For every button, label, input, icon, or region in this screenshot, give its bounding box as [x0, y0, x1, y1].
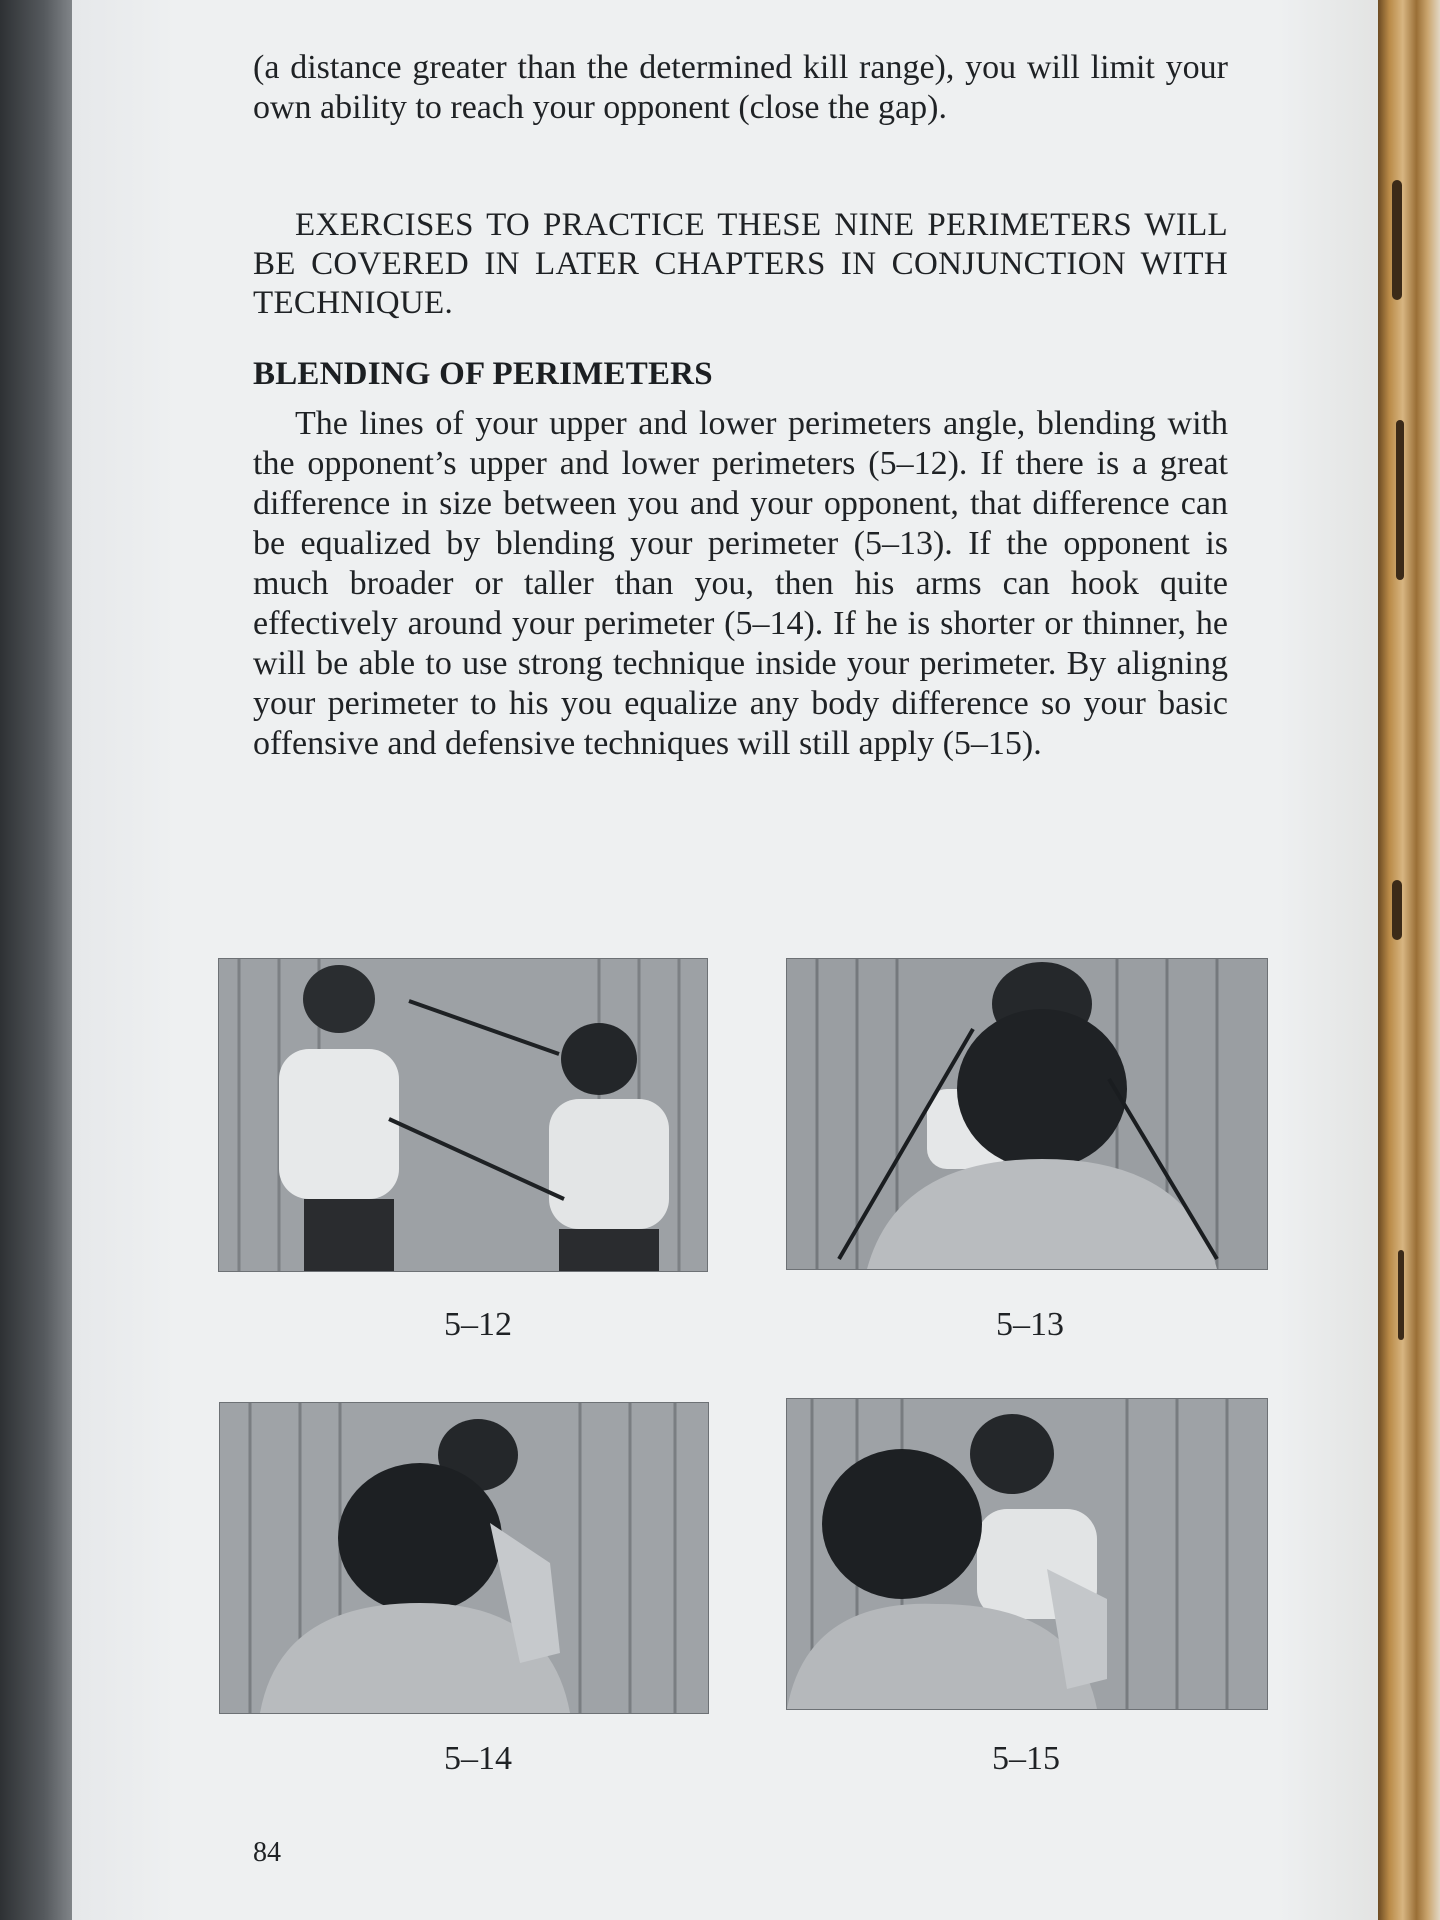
intro-paragraph: (a distance greater than the determined kill range), you will limit your own ability to reach your opponent (close the gap). [253, 49, 1228, 126]
figure-5-15-photo [786, 1398, 1268, 1710]
figure-5-12-photo [218, 958, 708, 1272]
figure-5-12-caption: 5–12 [444, 1306, 512, 1343]
figure-5-13-caption: 5–13 [996, 1306, 1064, 1343]
desk-background [0, 0, 80, 1920]
book-cover-edge [1378, 0, 1440, 1920]
section-paragraph: The lines of your upper and lower perimeters angle, blending with the opponent’s upper and lower perimeters (5–12). If there is a great difference in size between you and your opponent, that difference can be equalized by blending your perimeter (5–13). If the opponent is much broader or taller than you, then his arms can hook quite effectively around your perimeter (5–14). If he is shorter or thinner, he will be able to use strong technique inside your perimeter. By aligning your perimeter to his you equalize any body difference so your basic offensive and defensive techniques will still apply (5–15). [253, 405, 1228, 762]
figure-5-14-caption: 5–14 [444, 1740, 512, 1777]
section-heading: BLENDING OF PERIMETERS [253, 356, 713, 392]
page-number: 84 [253, 1837, 281, 1868]
figure-5-13-photo [786, 958, 1268, 1270]
intro-text-block [253, 48, 1228, 128]
exercises-note: EXERCISES TO PRACTICE THESE NINE PERIMETERS WILL BE COVERED IN LATER CHAPTERS IN CONJUNCTION WITH TECHNIQUE. [253, 207, 1228, 321]
figure-5-15-caption: 5–15 [992, 1740, 1060, 1777]
section-text-block [253, 404, 1228, 764]
exercises-note-block [253, 206, 1228, 323]
figure-5-14-photo [219, 1402, 709, 1714]
